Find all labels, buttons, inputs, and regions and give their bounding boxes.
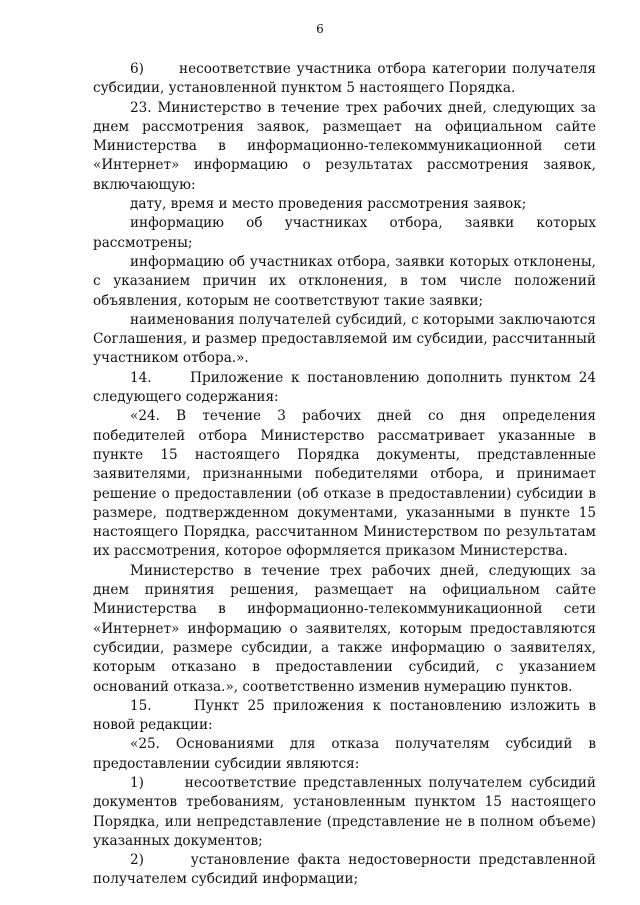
paragraph-publication: Министерство в течение трех рабочих дней, следующих за днем принятия решения, размещает на официальном сайте Министерства в информационно-телекоммуникационной сети «Интернет» информацию о заявителях, которым предоставляются субсидии, размере субсидии, а также информацию о заявителях, которым отказано в предоставлении субсидий, с указанием оснований отказа.», соответственно изменив нумерацию пунктов. [93, 562, 596, 695]
paragraph-list-date: дату, время и место проведения рассмотрения заявок; [130, 196, 527, 213]
page-number: 6 [316, 22, 324, 36]
paragraph-clause-23: 23. Министерство в течение трех рабочих дней, следующих за днем рассмотрения заявок, размещает на официальном сайте Министерства в информационно-телекоммуникационной сети «Интернет» информацию о результатах рассмотрения заявок, включающую: [93, 99, 596, 193]
paragraph-item-6: 6) несоответствие участника отбора категории получателя субсидии, установленной пунктом 5 настоящего Порядка. [93, 61, 596, 97]
document-body [93, 60, 596, 890]
paragraph-amendment-15: 15. Пункт 25 приложения к постановлению изложить в новой редакции: [93, 697, 596, 734]
paragraph-ground-1: 1) несоответствие представленных получателем субсидий документов требованиям, установленным пунктом 15 настоящего Порядка, или непредставление (представление не в полном объеме) указанных документов; [93, 774, 596, 849]
paragraph-amendment-14: 14. Приложение к постановлению дополнить пунктом 24 следующего содержания: [93, 369, 596, 406]
paragraph-clause-25: «25. Основаниями для отказа получателям субсидий в предоставлении субсидии являются: [93, 736, 596, 772]
paragraph-list-rejected: информацию об участниках отбора, заявки которых отклонены, с указанием причин их отклонения, в том числе положений объявления, которым не соответствуют такие заявки; [93, 253, 596, 309]
paragraph-list-recipients: наименования получателей субсидий, с которыми заключаются Соглашения, и размер предоставляемой им субсидии, рассчитанный участником отбора.». [93, 311, 596, 367]
paragraph-ground-2: 2) установление факта недостоверности представленной получателем субсидий информации; [93, 852, 596, 888]
paragraph-list-participants: информацию об участниках отбора, заявки которых рассмотрены; [93, 215, 596, 251]
paragraph-clause-24: «24. В течение 3 рабочих дней со дня определения победителей отбора Министерство рассматривает указанные в пункте 15 настоящего Порядка документы, представленные заявителями, признанными победителями отбора, и принимает решение о предоставлении (об отказе в предоставлении) субсидии в размере, подтвержденном документами, указанными в пункте 15 настоящего Порядка, рассчитанном Министерством по результатам их рассмотрения, которое оформляется приказом Министерства. [93, 408, 596, 560]
